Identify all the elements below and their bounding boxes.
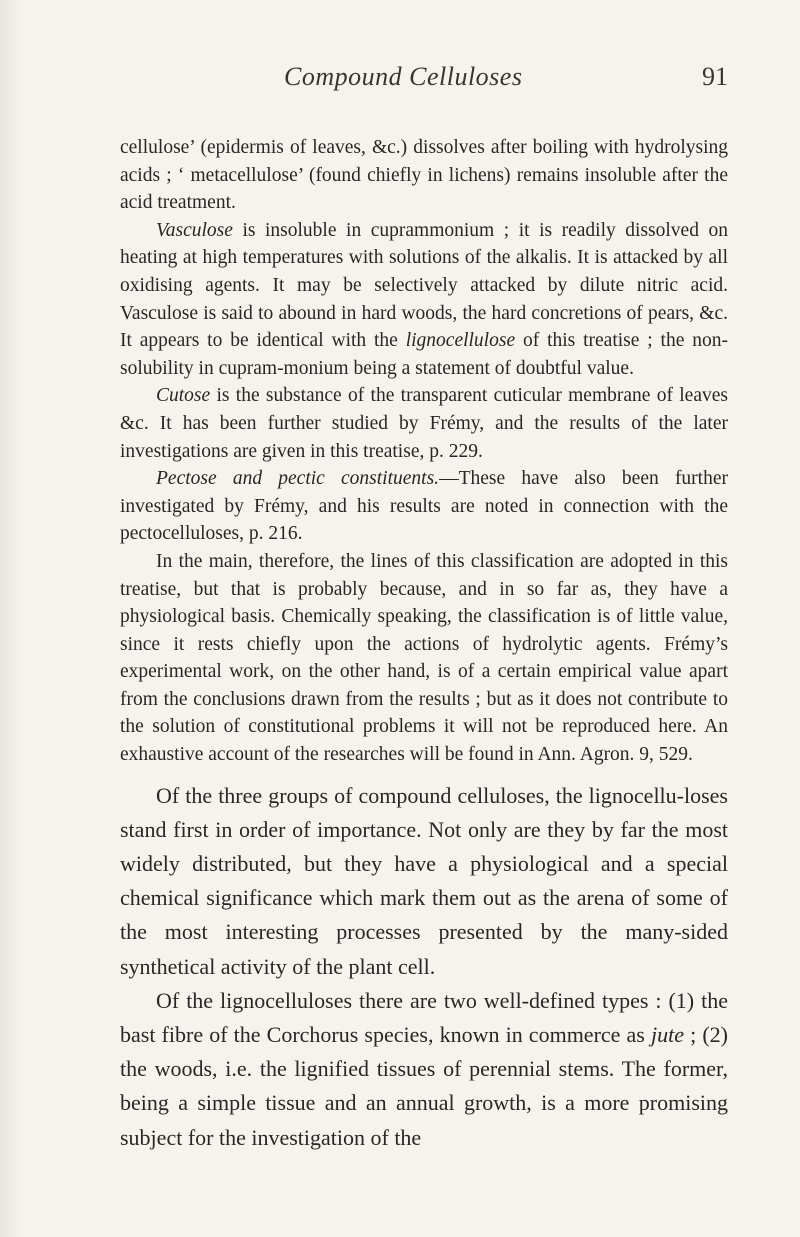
text-run: —These have also been further investigated by Frémy, and his results are noted in connection with the pectocelluloses, p. 216. [120,468,728,545]
term-pectose: Pectose and pectic constituents. [156,468,440,490]
paragraph-pectose [120,465,728,548]
term-lignocellulose: lignocellulose [405,330,516,352]
text-run: cellulose’ (epidermis of leaves, &c.) dissolves after boiling with hydrolysing acids ; ‘ metacellulose’ (found chiefly in lichens) remains insoluble after the acid treatment. [120,137,728,214]
running-title: Compound Celluloses [284,62,523,91]
text-run: In the main, therefore, the lines of this classification are adopted in this treatise, but that is probably because, and in so far as, they have a physiological basis. Chemically speaking, the classification is of little value, since it rests chiefly upon the actions of hydrolytic agents. Frémy’s experimental work, on the other hand, is of a certain empirical value apart from the conclusions drawn from the results ; but as it does not contribute to the solution of constitutional problems it will not be reproduced here. An exhaustive account of the researches will be found in Ann. Agron. 9, 529. [120,550,728,766]
page-number: 91 [702,62,728,91]
paragraph-two-types [120,984,728,1155]
paragraph-epidermis [120,134,728,217]
running-head [120,62,728,108]
text-run: is the substance of the transparent cuticular membrane of leaves &c. It has been further studied by Frémy, and the results of the later investigations are given in this treatise, p. 229. [120,385,728,462]
body-text-section [120,779,728,1155]
term-jute: jute [651,1022,684,1048]
paragraph-classification [120,548,728,769]
paragraph-vasculose [120,217,728,383]
text-run: Of the lignocelluloses there are two well-defined types : (1) the bast fibre of the Corchorus species, known in commerce as [120,987,728,1048]
small-print-section [120,134,728,769]
text-run: is insoluble in cuprammonium ; it is readily dissolved on heating at high temperatures with solutions of the alkalis. It is attacked by all oxidising agents. It may be selectively attacked by dilute nitric acid. Vasculose is said to abound in hard woods, the hard concretions of pears, &c. It appears to be identical with the [120,219,728,352]
paragraph-cutose [120,382,728,465]
paragraph-three-groups [120,779,728,984]
text-run: ; (2) the woods, i.e. the lignified tissues of perennial stems. The former, being a simple tissue and an annual growth, is a more promising subject for the investigation of the [120,1022,729,1150]
text-run: Of the three groups of compound celluloses, the lignocellu-loses stand first in order of importance. Not only are they by far the most widely distributed, but they have a physiological and a special chemical significance which mark them out as the arena of some of the most interesting processes presented by the many-sided synthetical activity of the plant cell. [120,782,728,979]
term-cutose: Cutose [156,385,211,407]
text-run: of this treatise ; the non-solubility in cupram-monium being a statement of doubtful value. [120,330,728,379]
term-vasculose: Vasculose [156,219,233,241]
